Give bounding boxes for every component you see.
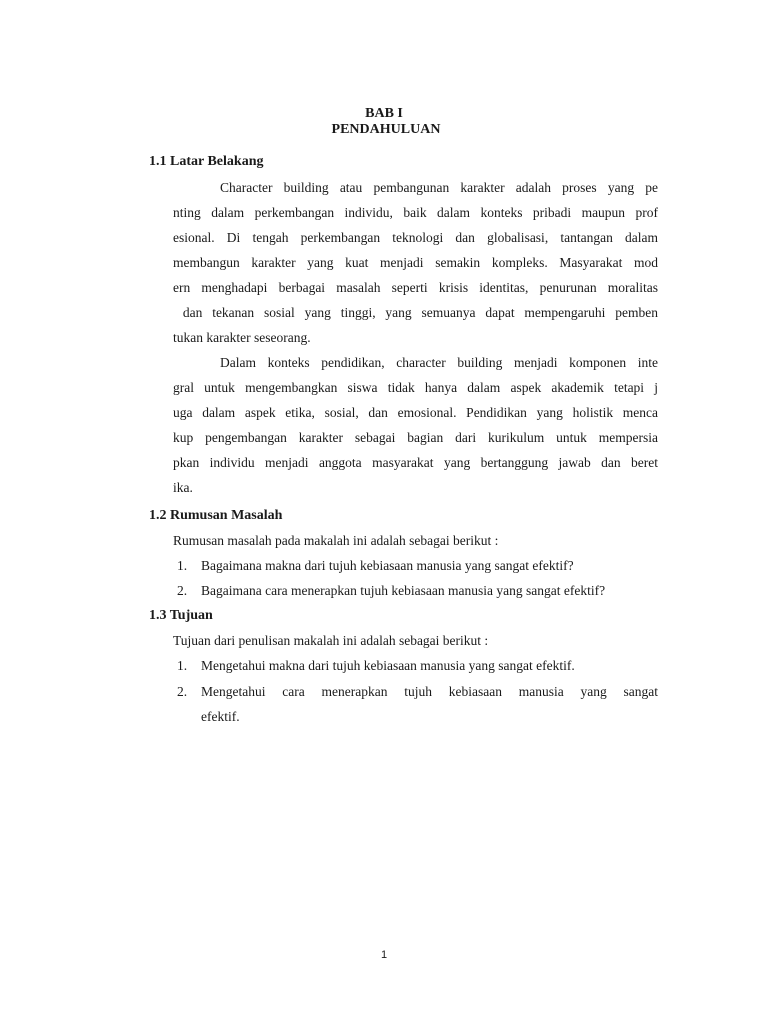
section-heading-rumusan-masalah: 1.2 Rumusan Masalah [149,508,283,523]
section-intro: Tujuan dari penulisan makalah ini adalah sebagai berikut : [173,633,489,648]
list-text-continuation: efektif. [201,709,240,724]
list-number: 1. [177,658,188,673]
paragraph-line: tukan karakter seseorang. [173,330,311,345]
paragraph-line: gral untuk mengembangkan siswa tidak hanya dalam aspek akademik tetapi j [173,380,658,395]
paragraph-line: ern menghadapi berbagai masalah seperti krisis identitas, penurunan moralitas [173,280,658,295]
paragraph-line: Character building atau pembangunan karakter adalah proses yang pe [220,180,658,195]
list-text: Bagaimana cara menerapkan tujuh kebiasaan manusia yang sangat efektif? [201,583,606,598]
list-number: 2. [177,583,188,598]
list-number: 1. [177,558,188,573]
page-number: 1 [380,949,388,961]
chapter-label: BAB I [365,106,403,121]
paragraph-line: ika. [173,480,193,495]
chapter-title: PENDAHULUAN [331,122,441,137]
list-text: Bagaimana makna dari tujuh kebiasaan manusia yang sangat efektif? [201,558,574,573]
list-number: 2. [177,684,188,699]
section-heading-tujuan: 1.3 Tujuan [149,608,213,623]
paragraph-line: kup pengembangan karakter sebagai bagian dari kurikulum untuk mempersia [173,430,658,445]
section-intro: Rumusan masalah pada makalah ini adalah sebagai berikut : [173,533,499,548]
list-text: Mengetahui makna dari tujuh kebiasaan manusia yang sangat efektif. [201,658,575,673]
paragraph-line: membangun karakter yang kuat menjadi semakin kompleks. Masyarakat mod [173,255,658,270]
list-text: Mengetahui cara menerapkan tujuh kebiasaan manusia yang sangat [201,684,658,699]
paragraph-line: esional. Di tengah perkembangan teknologi dan globalisasi, tantangan dalam [173,230,658,245]
paragraph-line: dan tekanan sosial yang tinggi, yang semuanya dapat mempengaruhi pemben [173,305,658,320]
section-heading-latar-belakang: 1.1 Latar Belakang [149,154,264,169]
paragraph-line: nting dalam perkembangan individu, baik dalam konteks pribadi maupun prof [173,205,658,220]
paragraph-line: Dalam konteks pendidikan, character building menjadi komponen inte [220,355,658,370]
paragraph-line: pkan individu menjadi anggota masyarakat yang bertanggung jawab dan beret [173,455,658,470]
paragraph-line: uga dalam aspek etika, sosial, dan emosional. Pendidikan yang holistik menca [173,405,658,420]
